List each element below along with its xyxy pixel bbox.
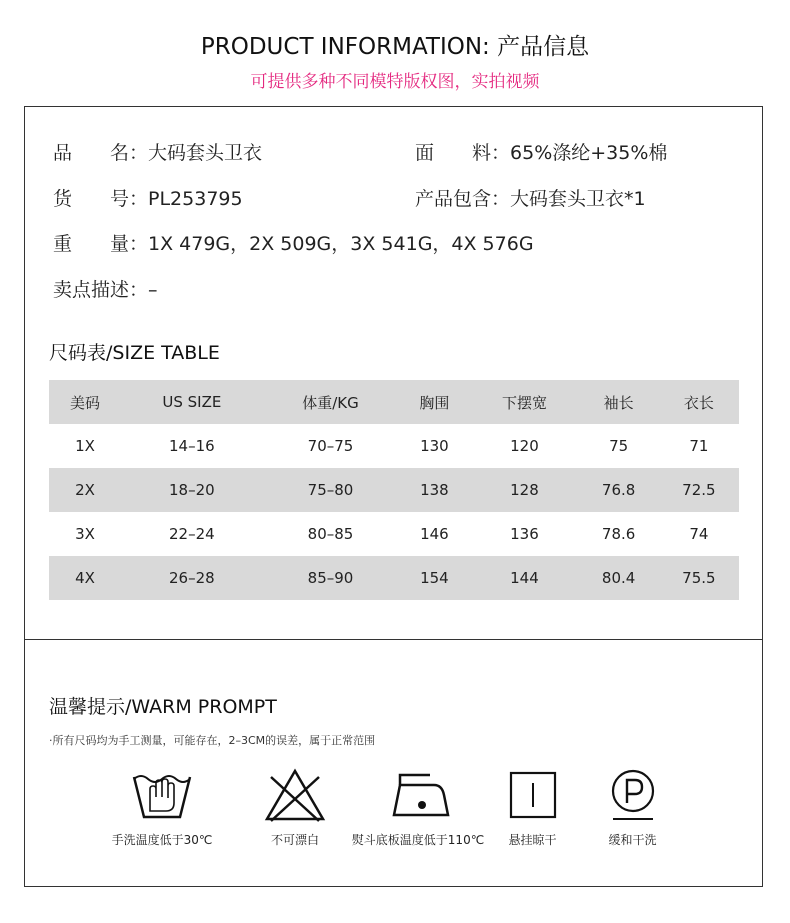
table-header-row: [49, 380, 739, 424]
sku-row: [53, 184, 243, 211]
hand-wash-icon: [130, 767, 194, 823]
sku-label: 货 号：: [53, 188, 149, 210]
info-panel: [24, 106, 763, 887]
page-subtitle: 可提供多种不同模特版权图，实拍视频: [250, 72, 540, 92]
table-cell: 71: [659, 424, 739, 468]
care-label: 悬挂晾干: [508, 833, 557, 847]
table-row: [49, 424, 739, 468]
table-cell: 74: [659, 512, 739, 556]
weight-value: 1X 479G，2X 509G，3X 541G，4X 576G: [148, 233, 534, 255]
line-dry-icon: [501, 767, 565, 823]
table-cell: 26–28: [121, 556, 263, 600]
fabric-row: [415, 138, 667, 165]
table-cell: 85–90: [263, 556, 399, 600]
table-header-cell: 下摆宽: [470, 380, 578, 424]
size-table-heading: 尺码表/SIZE TABLE: [49, 342, 220, 364]
table-cell: 18–20: [121, 468, 263, 512]
table-row: [49, 556, 739, 600]
table-row: [49, 468, 739, 512]
care-label: 手洗温度低于30℃: [111, 833, 213, 847]
table-cell: 146: [398, 512, 470, 556]
selling-label: 卖点描述：: [53, 279, 149, 301]
table-cell: 136: [470, 512, 578, 556]
do-not-bleach-icon: [263, 767, 327, 823]
includes-row: [415, 184, 646, 211]
table-cell: 120: [470, 424, 578, 468]
care-label: 熨斗底板温度低于110℃: [351, 833, 485, 847]
table-header-cell: 袖长: [579, 380, 659, 424]
table-cell: 130: [398, 424, 470, 468]
name-row: [53, 138, 262, 165]
table-cell: 78.6: [579, 512, 659, 556]
weight-row: [53, 229, 534, 256]
table-cell: 4X: [49, 556, 121, 600]
table-cell: 75.5: [659, 556, 739, 600]
table-cell: 75–80: [263, 468, 399, 512]
table-header-cell: 胸围: [398, 380, 470, 424]
care-label: 不可漂白: [270, 833, 319, 847]
care-label: 缓和干洗: [608, 833, 657, 847]
table-header-cell: 体重/KG: [263, 380, 399, 424]
care-item-hand-wash: [97, 767, 227, 848]
table-cell: 1X: [49, 424, 121, 468]
table-cell: 80.4: [579, 556, 659, 600]
table-cell: 128: [470, 468, 578, 512]
sku-value: PL253795: [148, 188, 243, 210]
name-value: 大码套头卫衣: [148, 142, 263, 164]
table-cell: 22–24: [121, 512, 263, 556]
care-item-iron: [343, 767, 493, 848]
gentle-dry-clean-icon: [601, 767, 665, 823]
includes-value: 大码套头卫衣*1: [510, 188, 646, 210]
page-title: PRODUCT INFORMATION: 产品信息: [200, 34, 590, 60]
care-item-no-bleach: [230, 767, 360, 848]
warm-prompt-heading: 温馨提示/WARM PROMPT: [49, 696, 277, 718]
care-item-line-dry: [475, 767, 590, 848]
table-cell: 138: [398, 468, 470, 512]
includes-label: 产品包含：: [415, 188, 511, 210]
table-row: [49, 512, 739, 556]
weight-label: 重 量：: [53, 233, 149, 255]
iron-low-icon: [386, 767, 450, 823]
table-cell: 3X: [49, 512, 121, 556]
table-cell: 76.8: [579, 468, 659, 512]
size-table: [49, 380, 739, 600]
table-header-cell: 美码: [49, 380, 121, 424]
table-header-cell: 衣长: [659, 380, 739, 424]
table-cell: 154: [398, 556, 470, 600]
measurement-note: ·所有尺码均为手工测量，可能存在，2–3CM的误差，属于正常范围: [49, 734, 376, 747]
selling-row: [53, 275, 158, 302]
selling-value: –: [148, 279, 158, 301]
table-cell: 2X: [49, 468, 121, 512]
table-cell: 70–75: [263, 424, 399, 468]
table-cell: 14–16: [121, 424, 263, 468]
table-cell: 80–85: [263, 512, 399, 556]
name-label: 品 名：: [53, 142, 149, 164]
table-cell: 72.5: [659, 468, 739, 512]
fabric-value: 65%涤纶+35%棉: [510, 142, 668, 164]
fabric-label: 面 料：: [415, 142, 511, 164]
section-divider: [25, 639, 762, 640]
table-cell: 75: [579, 424, 659, 468]
care-item-dry-clean: [575, 767, 690, 848]
table-header-cell: US SIZE: [121, 380, 263, 424]
table-cell: 144: [470, 556, 578, 600]
